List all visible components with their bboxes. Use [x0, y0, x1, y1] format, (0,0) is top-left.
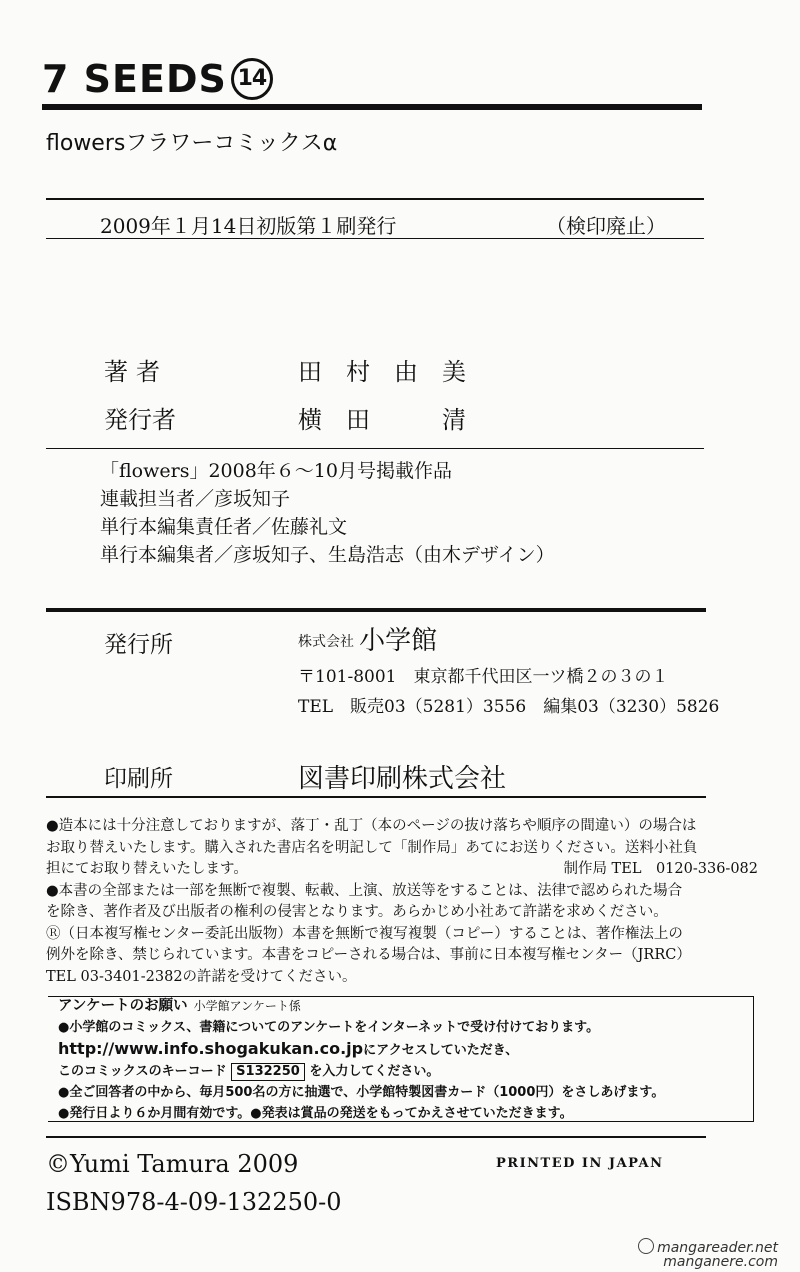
magazine-line: 「flowers」2008年６〜10月号掲載作品: [100, 460, 452, 482]
survey-line: ●全ご回答者の中から、毎月500名の方に抽選で、小学館特製図書カード（1000円）をさしあげます。: [58, 1085, 665, 1100]
author-name: 田村由美: [298, 358, 490, 386]
notice-rule: [46, 796, 706, 798]
key-suffix: を入力してください。: [309, 1064, 440, 1079]
key-code: S132250: [231, 1063, 305, 1081]
key-prefix: このコミックスのキーコード: [58, 1064, 227, 1079]
watermark-line-1: mangareader.net: [657, 1240, 778, 1256]
survey-url-suffix: にアクセスしていただき、: [363, 1043, 519, 1058]
volume-badge: 14: [231, 58, 273, 100]
publisher-name: 小学館: [359, 626, 438, 656]
imprint-label: flowersフラワーコミックスα: [46, 131, 338, 156]
printer-label: 印刷所: [104, 766, 173, 792]
publisher-kk: 株式会社: [298, 634, 354, 650]
watermark-line-2: manganere.com: [663, 1254, 778, 1270]
notice-line: ●本書の全部または一部を無断で複製、転載、上演、放送等をすることは、法律で認められた場合: [46, 882, 683, 899]
printed-in: PRINTED IN JAPAN: [496, 1156, 664, 1171]
publisher-company: [298, 620, 437, 657]
series-title: 7 SEEDS: [42, 57, 227, 101]
watermark: [638, 1238, 778, 1269]
title-block: [42, 56, 273, 102]
production-contact: 制作局 TEL 0120-336-082: [563, 861, 758, 877]
credits-divider: [46, 448, 704, 449]
watermark-logo-icon: [638, 1238, 654, 1254]
chief-editor-line: 単行本編集責任者／佐藤礼文: [100, 516, 348, 538]
publisher-person-label: 発行者: [104, 406, 176, 434]
publication-date: 2009年１月14日初版第１刷発行: [100, 214, 397, 238]
copyright: ©Yumi Tamura 2009: [46, 1150, 299, 1178]
notice-line: を除き、著作者及び出版者の権利の侵害となります。あらかじめ小社あて許諾を求めください。: [46, 904, 668, 920]
notice-line: Ⓡ（日本複写権センター委託出版物）本書を無断で複写複製（コピー）することは、著作権法上の: [46, 925, 683, 942]
survey-content: [58, 996, 748, 1124]
publisher-rule: [46, 608, 706, 612]
notice-line: TEL 03-3401-2382の許諾を受けてください。: [46, 968, 357, 985]
date-divider: [46, 238, 704, 239]
isbn: ISBN978-4-09-132250-0: [46, 1188, 342, 1216]
publisher-tel: TEL 販売03（5281）3556 編集03（3230）5826: [298, 697, 720, 717]
notice-line: ●造本には十分注意しておりますが、落丁・乱丁（本のページの抜け落ちや順序の間違い）の場合は: [46, 818, 697, 834]
survey-department: 小学館アンケート係: [193, 999, 301, 1013]
legal-notice: [46, 816, 758, 988]
printer-name: 図書印刷株式会社: [298, 764, 507, 794]
title-rule: [42, 104, 702, 110]
volume-editor-line: 単行本編集者／彦坂知子、生島浩志（由木デザイン）: [100, 544, 555, 566]
survey-heading: アンケートのお願い: [58, 998, 188, 1014]
author-label: 著者: [104, 358, 168, 386]
survey-line: ●小学館のコミックス、書籍についてのアンケートをインターネットで受け付けております。: [58, 1020, 600, 1035]
publisher-address: 〒101-8001 東京都千代田区一ツ橋２の３の１: [298, 667, 669, 687]
footer-rule: [46, 1136, 706, 1138]
top-divider: [46, 198, 704, 200]
notice-line: お取り替えいたします。購入された書店名を明記して「制作局」あてにお送りください。送料小社負: [46, 839, 698, 856]
notice-line: 例外を除き、禁じられています。本書をコピーされる場合は、事前に日本複写権センター（JRRC）: [46, 947, 691, 963]
survey-url[interactable]: http://www.info.shogakukan.co.jp: [58, 1039, 364, 1058]
book-title: [42, 56, 273, 102]
publisher-person-name: 横田 清: [298, 406, 490, 434]
survey-line: ●発行日より６か月間有効です。●発表は賞品の発送をもってかえさせていただきます。: [58, 1106, 573, 1121]
stamp-note: （検印廃止）: [546, 214, 666, 238]
publisher-label: 発行所: [104, 632, 173, 658]
notice-line: 担にてお取り替えいたします。: [46, 861, 248, 877]
serial-editor-line: 連載担当者／彦坂知子: [100, 488, 291, 510]
